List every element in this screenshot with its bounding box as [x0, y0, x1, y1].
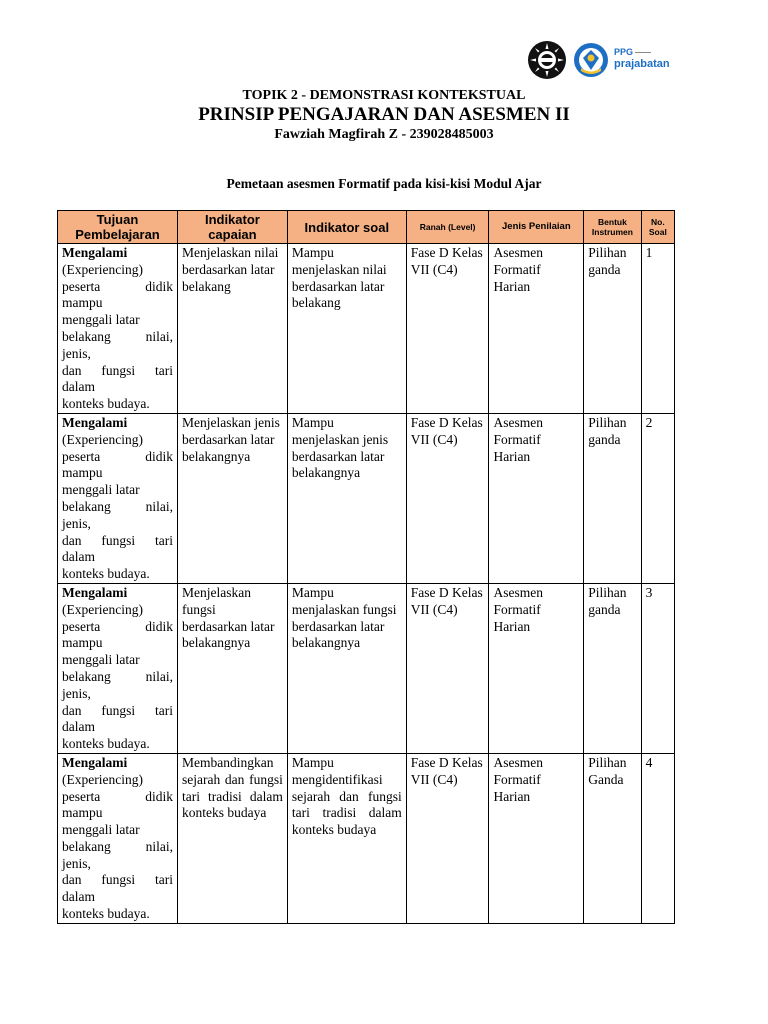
cell-tujuan: [58, 583, 178, 753]
tujuan-line: mampu: [62, 465, 103, 481]
unismuh-logo-icon: [527, 40, 567, 80]
table-row: [58, 753, 675, 923]
col-header-jenis: Jenis Penilaian: [489, 211, 584, 244]
cell-tujuan: [58, 413, 178, 583]
col-header-no: No. Soal: [641, 211, 674, 244]
col-header-tujuan: Tujuan Pembelajaran: [58, 211, 178, 244]
tujuan-line: dalam: [62, 889, 95, 905]
tujuan-line: dan fungsi tari: [62, 532, 173, 548]
tujuan-line: jenis,: [62, 515, 91, 531]
cell-indikator-soal: Mampu menjelaskan jenis berdasarkan latar belakangnya: [287, 413, 406, 583]
cell-ranah: Fase D Kelas VII (C4): [406, 583, 489, 753]
col-header-indikator-capaian: Indikator capaian: [177, 211, 287, 244]
col-header-ranah: Ranah (Level): [406, 211, 489, 244]
cell-jenis: Asesmen Formatif Harian: [489, 583, 584, 753]
cell-jenis: Asesmen Formatif Harian: [489, 244, 584, 414]
cell-no: 3: [641, 583, 674, 753]
cell-jenis: Asesmen Formatif Harian: [489, 753, 584, 923]
cell-ranah: Fase D Kelas VII (C4): [406, 413, 489, 583]
cell-indikator-capaian: Menjelaskan nilai berdasarkan latar belakang: [177, 244, 287, 414]
cell-tujuan: [58, 244, 178, 414]
tujuan-bold: Mengalami: [62, 754, 128, 770]
tujuan-line: jenis,: [62, 345, 91, 361]
cell-bentuk: Pilihan Ganda: [584, 753, 641, 923]
tujuan-line: (Experiencing): [62, 261, 143, 277]
tujuan-line: menggali latar: [62, 312, 140, 328]
tujuan-line: (Experiencing): [62, 771, 143, 787]
tujuan-line: belakang nilai,: [62, 838, 173, 854]
tujuan-line: peserta didik: [62, 448, 173, 464]
table-caption: Pemetaan asesmen Formatif pada kisi-kisi Modul Ajar: [226, 176, 542, 191]
col-header-indikator-soal: Indikator soal: [287, 211, 406, 244]
tujuan-line: mampu: [62, 295, 103, 311]
kemdikbud-logo-icon: [573, 42, 609, 78]
cell-indikator-capaian: Membandingkan sejarah dan fungsi tari tradisi dalam konteks budaya: [177, 753, 287, 923]
tujuan-line: konteks budaya.: [62, 396, 150, 412]
topic-heading: TOPIK 2 - DEMONSTRASI KONTEKSTUAL: [242, 88, 526, 103]
ppg-logo: [614, 47, 670, 71]
ppg-logo-top: PPG: [614, 47, 634, 57]
tujuan-line: peserta didik: [62, 788, 173, 804]
tujuan-line: belakang nilai,: [62, 328, 173, 344]
cell-ranah: Fase D Kelas VII (C4): [406, 753, 489, 923]
tujuan-line: dalam: [62, 719, 95, 735]
cell-indikator-soal: Mampu menjalaskan fungsi berdasarkan latar belakangnya: [287, 583, 406, 753]
cell-no: 1: [641, 244, 674, 414]
cell-no: 4: [641, 753, 674, 923]
cell-bentuk: Pilihan ganda: [584, 413, 641, 583]
tujuan-line: menggali latar: [62, 482, 140, 498]
tujuan-bold: Mengalami: [62, 245, 128, 260]
assessment-table: [57, 210, 675, 924]
cell-no: 2: [641, 413, 674, 583]
tujuan-line: (Experiencing): [62, 431, 143, 447]
cell-bentuk: Pilihan ganda: [584, 244, 641, 414]
tujuan-line: dan fungsi tari: [62, 362, 173, 378]
cell-indikator-capaian: Menjelaskan jenis berdasarkan latar belakangnya: [177, 413, 287, 583]
tujuan-line: belakang nilai,: [62, 668, 173, 684]
tujuan-line: menggali latar: [62, 822, 140, 838]
cell-indikator-soal: Mampu mengidentifikasi sejarah dan fungsi tari tradisi dalam konteks budaya: [287, 753, 406, 923]
header-logos: [527, 40, 677, 80]
tujuan-line: peserta didik: [62, 618, 173, 634]
cell-indikator-soal: Mampu menjelaskan nilai berdasarkan latar belakang: [287, 244, 406, 414]
table-header-row: [58, 211, 675, 244]
tujuan-line: jenis,: [62, 685, 91, 701]
tujuan-line: belakang nilai,: [62, 498, 173, 514]
tujuan-line: dalam: [62, 379, 95, 395]
cell-tujuan: [58, 753, 178, 923]
tujuan-bold: Mengalami: [62, 414, 128, 430]
tujuan-line: konteks budaya.: [62, 736, 150, 752]
tujuan-line: dan fungsi tari: [62, 872, 173, 888]
cell-jenis: Asesmen Formatif Harian: [489, 413, 584, 583]
tujuan-line: mampu: [62, 805, 103, 821]
table-row: [58, 244, 675, 414]
ppg-logo-bottom: prajabatan: [614, 58, 670, 70]
tujuan-line: dan fungsi tari: [62, 702, 173, 718]
tujuan-line: dalam: [62, 549, 95, 565]
col-header-bentuk: Bentuk Instrumen: [584, 211, 641, 244]
tujuan-line: konteks budaya.: [62, 906, 150, 922]
cell-indikator-capaian: Menjelaskan fungsi berdasarkan latar belakangnya: [177, 583, 287, 753]
table-row: [58, 413, 675, 583]
tujuan-line: jenis,: [62, 855, 91, 871]
author-line: Fawziah Magfirah Z - 239028485003: [274, 127, 494, 142]
tujuan-line: konteks budaya.: [62, 566, 150, 582]
cell-bentuk: Pilihan ganda: [584, 583, 641, 753]
cell-ranah: Fase D Kelas VII (C4): [406, 244, 489, 414]
tujuan-line: menggali latar: [62, 652, 140, 668]
page-title: PRINSIP PENGAJARAN DAN ASESMEN II: [198, 104, 570, 125]
tujuan-line: peserta didik: [62, 278, 173, 294]
tujuan-bold: Mengalami: [62, 584, 128, 600]
table-row: [58, 583, 675, 753]
tujuan-line: (Experiencing): [62, 601, 143, 617]
tujuan-line: mampu: [62, 635, 103, 651]
